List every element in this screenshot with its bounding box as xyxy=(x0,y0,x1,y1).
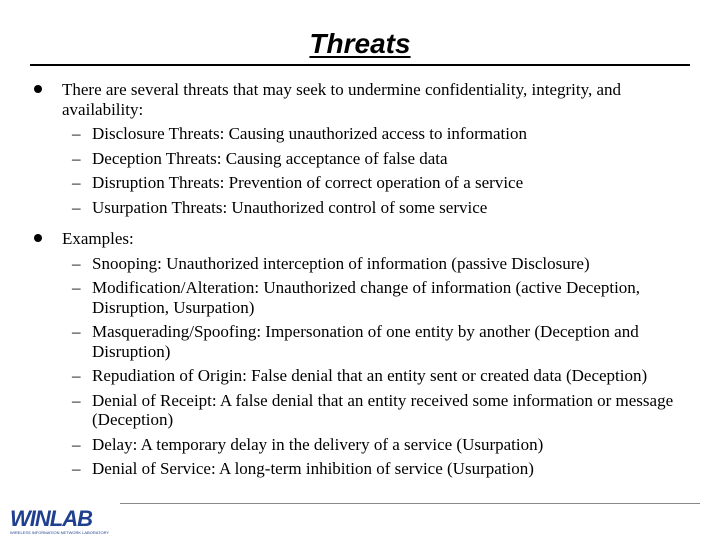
list-item: – Disruption Threats: Prevention of correct operation of a service xyxy=(72,173,524,192)
dash-icon: – xyxy=(72,253,81,273)
list-item: – Delay: A temporary delay in the delivery of a service (Usurpation) xyxy=(72,434,544,454)
slide-title: Threats xyxy=(309,28,411,59)
dash-icon: – xyxy=(72,124,81,143)
threat-types-list xyxy=(62,124,694,217)
dash-icon: – xyxy=(72,366,81,385)
examples-list xyxy=(62,254,694,479)
title-divider xyxy=(30,64,690,66)
dash-icon: – xyxy=(72,278,81,297)
list-item: – Snooping: Unauthorized interception of information (passive Disclosure) xyxy=(72,253,590,273)
dash-icon: – xyxy=(72,148,81,168)
slide-content xyxy=(34,80,694,484)
list-item: – Deception Threats: Causing acceptance of false data xyxy=(72,148,448,168)
dash-icon: – xyxy=(72,390,81,410)
winlab-logo xyxy=(10,508,120,536)
logo-text: WINLAB xyxy=(10,506,92,531)
list-item: – Denial of Receipt: A false denial that an entity received some information or message (Deception) xyxy=(72,390,674,429)
list-item: – Masquerading/Spoofing: Impersonation of one entity by another (Deception and Disruption) xyxy=(72,322,639,361)
bullet-icon xyxy=(34,234,42,242)
bullet-icon xyxy=(34,85,42,93)
dash-icon: – xyxy=(72,459,81,478)
bullet-text: There are several threats that may seek to undermine confidentiality, integrity, and availability: xyxy=(62,80,622,119)
list-item: – Usurpation Threats: Unauthorized control of some service xyxy=(72,197,488,217)
list-item: – Modification/Alteration: Unauthorized change of information (active Deception, Disruption, Usurpation) xyxy=(72,278,641,317)
list-item: – Repudiation of Origin: False denial that an entity sent or created data (Deception) xyxy=(72,366,648,385)
bullet-threats-intro xyxy=(34,80,694,217)
dash-icon: – xyxy=(72,322,81,341)
bullet-text: Examples: xyxy=(62,229,134,248)
footer-divider xyxy=(120,503,700,504)
bullet-examples xyxy=(34,229,694,479)
dash-icon: – xyxy=(72,434,81,454)
list-item: – Denial of Service: A long-term inhibition of service (Usurpation) xyxy=(72,459,534,478)
dash-icon: – xyxy=(72,173,81,192)
logo-subtext: WIRELESS INFORMATION NETWORK LABORATORY xyxy=(10,530,110,535)
dash-icon: – xyxy=(72,197,81,217)
list-item: – Disclosure Threats: Causing unauthorized access to information xyxy=(72,124,527,143)
